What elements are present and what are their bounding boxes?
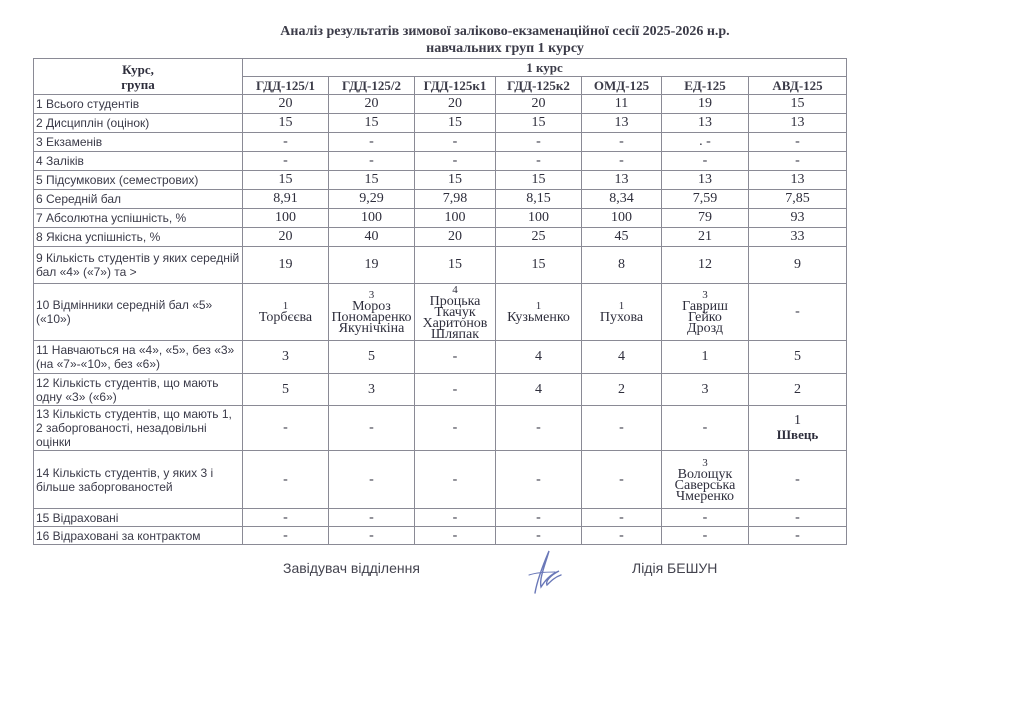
table-row (34, 171, 847, 190)
table-cell: - (243, 527, 329, 545)
table-cell: 9 (749, 247, 847, 284)
group-header: ОМД-125 (582, 77, 662, 95)
table-cell: - (415, 152, 496, 171)
table-cell (496, 406, 582, 451)
table-row (34, 228, 847, 247)
table-cell: 3 (662, 374, 749, 406)
cell-count: - (702, 420, 708, 435)
table-cell: 7,85 (749, 190, 847, 209)
table-cell: 25 (496, 228, 582, 247)
group-header: ЕД-125 (662, 77, 749, 95)
cell-count: 3 (702, 456, 708, 469)
cell-count: - (283, 471, 288, 487)
table-row (34, 527, 847, 545)
cell-count: 3 (702, 289, 708, 301)
table-row (34, 152, 847, 171)
cell-count: - (369, 471, 374, 487)
table-cell: - (582, 152, 662, 171)
table-cell: 15 (329, 171, 415, 190)
table-cell: 20 (496, 95, 582, 114)
table-cell: - (329, 509, 415, 527)
table-cell: 12 (662, 247, 749, 284)
table-cell: 19 (662, 95, 749, 114)
table-cell: 7,59 (662, 190, 749, 209)
student-name: Швець (776, 427, 819, 442)
row-label: 16 Відраховані за контрактом (34, 527, 243, 545)
table-cell (582, 284, 662, 341)
cell-count: - (536, 471, 541, 487)
table-cell: 40 (329, 228, 415, 247)
table-cell: - (496, 527, 582, 545)
table-cell: 15 (749, 95, 847, 114)
table-cell (415, 406, 496, 451)
student-name: Пономаренко (331, 310, 412, 325)
table-cell (662, 406, 749, 451)
row-label: 12 Кількість студентів, що мають одну «3» («6») (34, 374, 243, 406)
table-cell: 13 (582, 114, 662, 133)
cell-count: 1 (282, 300, 289, 312)
table-cell (582, 451, 662, 509)
table-cell: 15 (496, 171, 582, 190)
table-row (34, 341, 847, 374)
table-cell: - (415, 341, 496, 374)
row-label: 5 Підсумкових (семестрових) (34, 171, 243, 190)
table-cell: 3 (243, 341, 329, 374)
table-cell: - (496, 133, 582, 152)
table-cell: 20 (415, 228, 496, 247)
table-cell: - (749, 133, 847, 152)
table-cell: 100 (243, 209, 329, 228)
table-row (34, 247, 847, 284)
student-name: Ткачук (434, 304, 476, 320)
student-name: Чмеренко (676, 488, 734, 504)
table-row (34, 133, 847, 152)
table-cell (662, 451, 749, 509)
table-cell: 13 (582, 171, 662, 190)
cell-count: 3 (368, 289, 375, 301)
table-row (34, 451, 847, 509)
cell-count: - (452, 420, 458, 435)
table-cell: 15 (329, 114, 415, 133)
table-row (34, 95, 847, 114)
row-label: 2 Дисциплін (оцінок) (34, 114, 243, 133)
table-cell: 8,34 (582, 190, 662, 209)
table-row (34, 509, 847, 527)
table-cell (415, 451, 496, 509)
row-label: 9 Кількість студентів у яких середній бал «4» («7») та > (34, 247, 243, 284)
table-row (34, 209, 847, 228)
table-cell: 11 (582, 95, 662, 114)
row-label: 1 Всього студентів (34, 95, 243, 114)
row-label: 4 Заліків (34, 152, 243, 171)
table-cell: 15 (415, 171, 496, 190)
table-cell: 93 (749, 209, 847, 228)
table-cell: 19 (329, 247, 415, 284)
student-name: Шляпак (430, 326, 480, 341)
table-cell: 8 (582, 247, 662, 284)
corner-header (34, 59, 243, 95)
table-cell: . - (662, 133, 749, 152)
table-cell: 100 (329, 209, 415, 228)
signature-icon (515, 545, 575, 597)
table-cell (749, 284, 847, 341)
corner-header-line2: група (121, 76, 155, 92)
table-cell: 8,91 (243, 190, 329, 209)
table-cell: - (415, 133, 496, 152)
table-cell (496, 284, 582, 341)
cell-count: - (283, 420, 288, 435)
course-header: 1 курс (243, 59, 847, 77)
row-label: 6 Середній бал (34, 190, 243, 209)
table-cell: - (749, 509, 847, 527)
table-cell: 5 (243, 374, 329, 406)
table-cell: - (415, 527, 496, 545)
cell-count: 1 (794, 413, 801, 428)
cell-count: 1 (535, 300, 542, 312)
table-cell (243, 451, 329, 509)
table-cell: - (329, 152, 415, 171)
table-cell: 20 (243, 228, 329, 247)
table-cell: - (582, 509, 662, 527)
table-cell (329, 406, 415, 451)
corner-header-line1: Курс, (122, 61, 154, 77)
table-cell: - (496, 152, 582, 171)
table-row (34, 114, 847, 133)
cell-count: 1 (618, 300, 625, 312)
table-cell: - (749, 152, 847, 171)
cell-count: - (619, 420, 624, 435)
table-cell: - (662, 152, 749, 171)
table-cell: 33 (749, 228, 847, 247)
table-cell: - (415, 509, 496, 527)
row-label: 14 Кількість студентів, у яких 3 і більше заборгованостей (34, 451, 243, 509)
table-cell (415, 284, 496, 341)
row-label: 7 Абсолютна успішність, % (34, 209, 243, 228)
student-name: Якунічкіна (338, 321, 405, 336)
table-cell: 2 (749, 374, 847, 406)
table-cell: 100 (582, 209, 662, 228)
cell-count: 4 (452, 283, 458, 296)
results-table (33, 58, 847, 545)
student-name: Саверська (674, 477, 736, 493)
table-cell: 15 (415, 114, 496, 133)
table-cell: 4 (496, 341, 582, 374)
table-cell: 15 (243, 114, 329, 133)
table-cell: - (329, 133, 415, 152)
table-cell: 3 (329, 374, 415, 406)
table-cell: 5 (329, 341, 415, 374)
student-name: Гейко (688, 310, 722, 325)
table-cell: - (243, 133, 329, 152)
table-cell: 13 (749, 171, 847, 190)
table-cell: 79 (662, 209, 749, 228)
student-name: Дрозд (687, 321, 723, 336)
table-cell: - (662, 509, 749, 527)
student-name: Процька (429, 293, 481, 309)
table-cell: 15 (496, 247, 582, 284)
table-cell: 20 (329, 95, 415, 114)
table-cell: - (662, 527, 749, 545)
cell-count: - (619, 471, 624, 487)
table-cell: 9,29 (329, 190, 415, 209)
row-label: 13 Кількість студентів, що мають 1, 2 заборгованості, незадовільні оцінки (34, 406, 243, 451)
student-name: Харитонов (422, 315, 488, 331)
row-label: 10 Відмінники середній бал «5» («10») (34, 284, 243, 341)
table-cell: 15 (415, 247, 496, 284)
group-header: ГДД-125к2 (496, 77, 582, 95)
table-cell (329, 451, 415, 509)
cell-count: - (795, 471, 800, 487)
table-cell: 21 (662, 228, 749, 247)
table-cell: - (243, 152, 329, 171)
table-cell (243, 406, 329, 451)
cell-count: - (795, 304, 800, 319)
cell-count: - (369, 420, 374, 435)
table-cell: 100 (496, 209, 582, 228)
row-label: 11 Навчаються на «4», «5», без «3» (на «7»-«10», без «6») (34, 341, 243, 374)
head-of-department-name: Лідія БЕШУН (632, 560, 718, 576)
table-cell: 7,98 (415, 190, 496, 209)
table-cell: 15 (496, 114, 582, 133)
table-cell: 13 (662, 114, 749, 133)
table-cell: 20 (243, 95, 329, 114)
student-name: Гавриш (682, 299, 728, 314)
table-cell (749, 451, 847, 509)
table-cell: 15 (243, 171, 329, 190)
table-cell: 5 (749, 341, 847, 374)
table-cell: 19 (243, 247, 329, 284)
row-label: 8 Якісна успішність, % (34, 228, 243, 247)
table-cell (662, 284, 749, 341)
document-title: Аналіз результатів зимової заліково-екзаменаційної сесії 2025-2026 н.р. (280, 24, 730, 39)
document-subtitle: навчальних груп 1 курсу (426, 41, 584, 56)
table-cell: 13 (749, 114, 847, 133)
table-cell: 2 (582, 374, 662, 406)
student-name: Мороз (352, 299, 391, 314)
student-name: Торбєєва (258, 310, 313, 325)
student-name: Кузьменко (507, 310, 570, 325)
table-cell: 1 (662, 341, 749, 374)
table-cell: - (329, 527, 415, 545)
head-of-department-label: Завідувач відділення (283, 560, 420, 576)
table-cell: 100 (415, 209, 496, 228)
row-label: 3 Екзаменів (34, 133, 243, 152)
table-row (34, 406, 847, 451)
row-label: 15 Відраховані (34, 509, 243, 527)
table-cell: - (582, 133, 662, 152)
table-cell: 20 (415, 95, 496, 114)
table-row (34, 190, 847, 209)
cell-count: - (536, 420, 541, 435)
table-cell (496, 451, 582, 509)
table-row (34, 284, 847, 341)
student-name: Пухова (599, 310, 644, 325)
student-name: Волощук (677, 466, 733, 482)
group-header: АВД-125 (749, 77, 847, 95)
table-cell: 8,15 (496, 190, 582, 209)
table-cell: - (582, 527, 662, 545)
table-cell (749, 406, 847, 451)
table-cell: - (415, 374, 496, 406)
group-header: ГДД-125к1 (415, 77, 496, 95)
group-header: ГДД-125/2 (329, 77, 415, 95)
table-cell (243, 284, 329, 341)
table-cell: 4 (582, 341, 662, 374)
table-cell: 4 (496, 374, 582, 406)
table-cell: - (496, 509, 582, 527)
table-cell (329, 284, 415, 341)
cell-count: - (452, 471, 458, 487)
group-header: ГДД-125/1 (243, 77, 329, 95)
table-cell: 13 (662, 171, 749, 190)
table-row (34, 374, 847, 406)
table-cell: 45 (582, 228, 662, 247)
table-cell: - (749, 527, 847, 545)
table-cell: - (243, 509, 329, 527)
table-cell (582, 406, 662, 451)
